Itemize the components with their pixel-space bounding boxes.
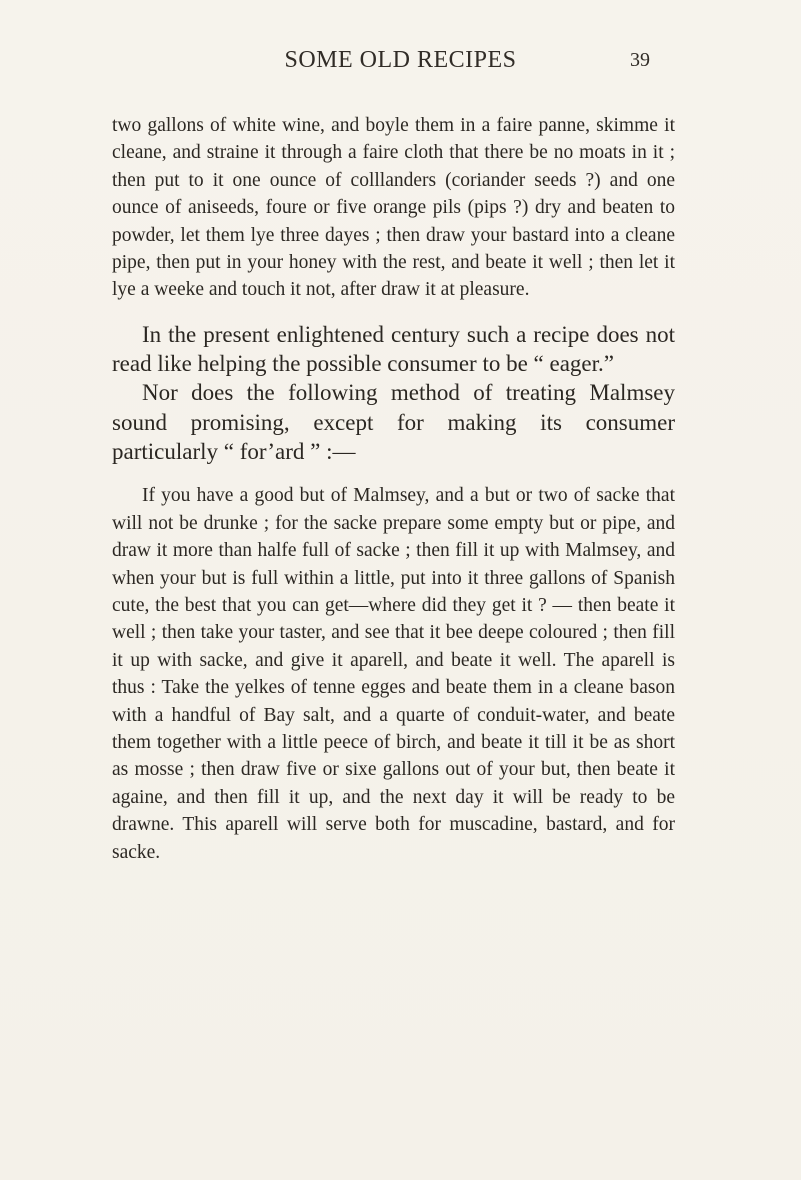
running-title: SOME OLD RECIPES (284, 47, 517, 73)
page-number: 39 (630, 49, 650, 71)
commentary-paragraph-2: Nor does the following method of treating Malmsey sound promising, except for making its consumer particularly “ for’ard ” :— (112, 380, 675, 465)
running-head (0, 47, 801, 83)
malmsey-recipe-paragraph: If you have a good but of Malmsey, and a but or two of sacke that will not be drunke ; for the sacke prepare some empty but or pipe, and draw it more than halfe full of sacke ; then fill it up with Malmsey, and when your but is full within a little, put into it three gallons of Spanish cute, the best that you can get—where did they get it ? — then beate it well ; then take your taster, and see that it bee deepe coloured ; then fill it up with sacke, and give it aparell, and beate it well. The aparell is thus : Take the yelkes of tenne egges and beate them in a cleane bason with a handful of Bay salt, and a quarte of conduit-water, and beate them together with a little peece of birch, and beate it till it be as short as mosse ; then draw five or sixe gallons out of your but, then beate it againe, and then fill it up, and the next day it will be ready to be drawne. This aparell will serve both for muscadine, bastard, and for sacke. (112, 485, 675, 863)
body-text (112, 112, 675, 866)
commentary-paragraph-1: In the present enlightened century such a recipe does not read like helping the possible consumer to be “ eager.” (112, 321, 675, 377)
recipe-continuation-paragraph: two gallons of white wine, and boyle them in a faire panne, skimme it cleane, and straine it through a faire cloth that there be no moats in it ; then put to it one ounce of colllanders (coriander seeds ?) and one ounce of aniseeds, foure or five orange pils (pips ?) dry and beaten to powder, let them lye three dayes ; then draw your bastard into a cleane pipe, then put in your honey with the rest, and beate it well ; then let it lye a weeke and touch it not, after draw it at pleasure. (112, 115, 675, 301)
